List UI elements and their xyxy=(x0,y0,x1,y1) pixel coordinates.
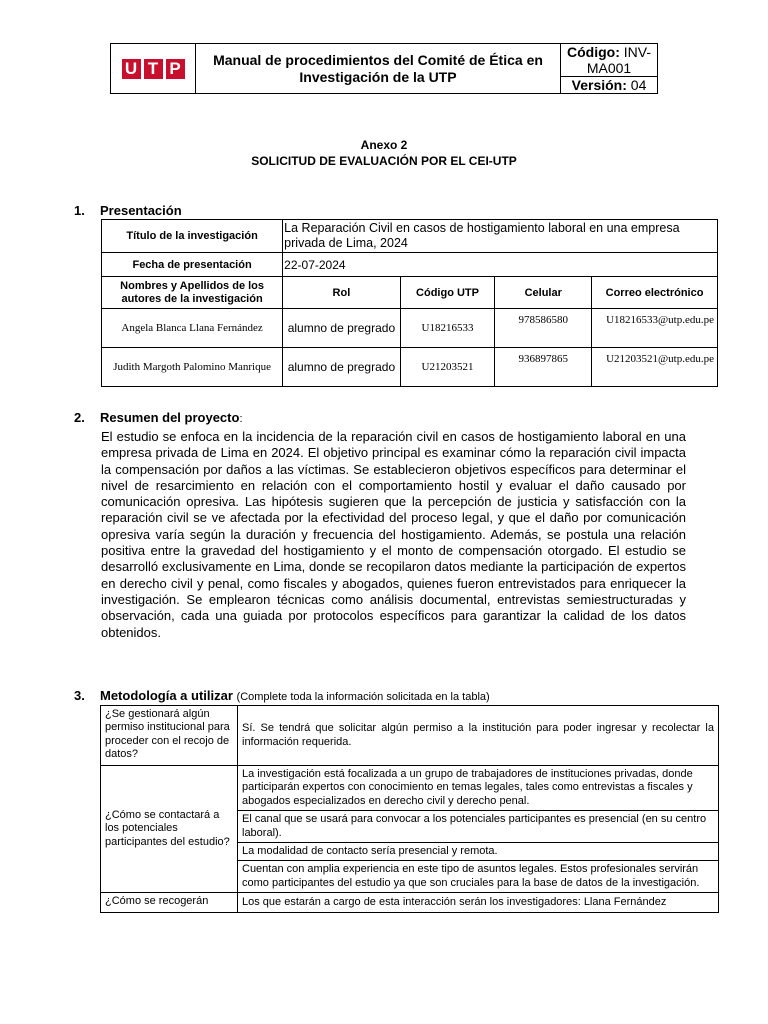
author-name: Judith Margoth Palomino Manrique xyxy=(102,348,283,387)
section-number: 1. xyxy=(74,203,85,218)
answer-permission: Sí. Se tendrá que solicitar algún permiso a la institución para poder ingresar y recolectar la información requerida. xyxy=(238,706,719,766)
author-row xyxy=(102,309,718,348)
answer-contact-item: La modalidad de contacto sería presencial y remota. xyxy=(238,843,719,861)
section-2-heading xyxy=(74,410,243,425)
section-title: Presentación xyxy=(100,203,182,218)
methodology-table xyxy=(100,705,719,913)
date-value: 22-07-2024 xyxy=(283,253,718,277)
author-phone: 936897865 xyxy=(495,348,592,387)
document-header xyxy=(110,43,658,94)
logo-letter-u: U xyxy=(122,59,141,79)
section-3-heading xyxy=(74,688,490,703)
manual-title: Manual de procedimientos del Comité de Ética en Investigación de la UTP xyxy=(196,44,561,94)
code-label: Código: xyxy=(567,44,620,60)
author-code: U18216533 xyxy=(400,309,495,348)
section-subtitle: (Complete toda la información solicitada en la tabla) xyxy=(236,691,490,703)
answer-contact-item: La investigación está focalizada a un grupo de trabajadores de instituciones privadas, donde participarán expertos con conocimiento en temas legales, tales como entrevistas a fiscales y abogados especializados en derecho civil y derecho penal. xyxy=(238,766,719,811)
utp-logo xyxy=(111,44,196,94)
section-title: Metodología a utilizar xyxy=(100,688,233,703)
question-permission: ¿Se gestionará algún permiso institucional para proceder con el recojo de datos? xyxy=(101,706,238,766)
col-role: Rol xyxy=(283,277,401,309)
answer-contact-item: El canal que se usará para convocar a los potenciales participantes es presencial (en su centro laboral). xyxy=(238,811,719,843)
research-title-value: La Reparación Civil en casos de hostigamiento laboral en una empresa privada de Lima, 2024 xyxy=(283,220,718,253)
author-code: U21203521 xyxy=(400,348,495,387)
col-code: Código UTP xyxy=(400,277,495,309)
version-cell xyxy=(561,77,658,94)
section-colon: : xyxy=(239,413,243,425)
question-contact: ¿Cómo se contactará a los potenciales participantes del estudio? xyxy=(101,766,238,893)
code-cell xyxy=(561,44,658,77)
logo-letter-p: P xyxy=(166,59,185,79)
col-email: Correo electrónico xyxy=(592,277,718,309)
research-title-label: Título de la investigación xyxy=(102,220,283,253)
answer-collection: Los que estarán a cargo de esta interacción serán los investigadores: Llana Fernández xyxy=(238,893,719,913)
section-number: 2. xyxy=(74,410,85,425)
author-email: U21203521@utp.edu.pe xyxy=(592,348,718,387)
author-row xyxy=(102,348,718,387)
section-title: Resumen del proyecto xyxy=(100,410,240,425)
project-summary: El estudio se enfoca en la incidencia de la reparación civil en casos de hostigamiento laboral en una empresa privada de Lima en 2024. El objetivo principal es examinar cómo la reparación civil impacta la compensación por daños a las víctimas. Se establecieron objetivos específicos para determinar el nivel de resarcimiento en relación con el comportamiento hostil y evaluar el daño causado por comunicación opresiva. Las hipótesis sugieren que la percepción de justicia y satisfacción con la reparación civil se ve afectada por la efectividad del proceso legal, y que el daño por comunicación opresiva varía según la duración y frecuencia del hostigamiento. Además, se postula una relación positiva entre la gravedad del hostigamiento y el monto de compensación otorgado. El estudio se desarrolló exclusivamente en Lima, donde se recopilaron datos mediante la participación de expertos en derecho civil y penal, como fiscales y abogados, quienes fueron entrevistados para enriquecer la investigación. Se emplearon técnicas como análisis documental, entrevistas semiestructuradas y observación, cada una guiada por protocolos específicos para garantizar la calidad de los datos obtenidos. xyxy=(101,429,686,640)
section-1-heading xyxy=(74,203,182,218)
answer-contact-item: Cuentan con amplia experiencia en este tipo de asuntos legales. Estos profesionales servirán como participantes del estudio ya que son cruciales para la base de datos de la investigación. xyxy=(238,861,719,893)
col-phone: Celular xyxy=(495,277,592,309)
author-role: alumno de pregrado xyxy=(283,348,401,387)
annex-title: Anexo 2 xyxy=(360,138,408,152)
annex-subtitle: SOLICITUD DE EVALUACIÓN POR EL CEI-UTP xyxy=(251,154,517,168)
date-label: Fecha de presentación xyxy=(102,253,283,277)
author-role: alumno de pregrado xyxy=(283,309,401,348)
logo-letter-t: T xyxy=(144,59,163,79)
code-value: INV-MA001 xyxy=(586,44,651,76)
author-name: Angela Blanca Llana Fernández xyxy=(102,309,283,348)
version-label: Versión: xyxy=(571,77,627,93)
section-number: 3. xyxy=(74,688,85,703)
question-collection: ¿Cómo se recogerán xyxy=(101,893,238,913)
author-phone: 978586580 xyxy=(495,309,592,348)
author-email: U18216533@utp.edu.pe xyxy=(592,309,718,348)
col-authors: Nombres y Apellidos de los autores de la investigación xyxy=(102,277,283,309)
version-value: 04 xyxy=(630,77,647,93)
presentation-table xyxy=(101,219,718,387)
